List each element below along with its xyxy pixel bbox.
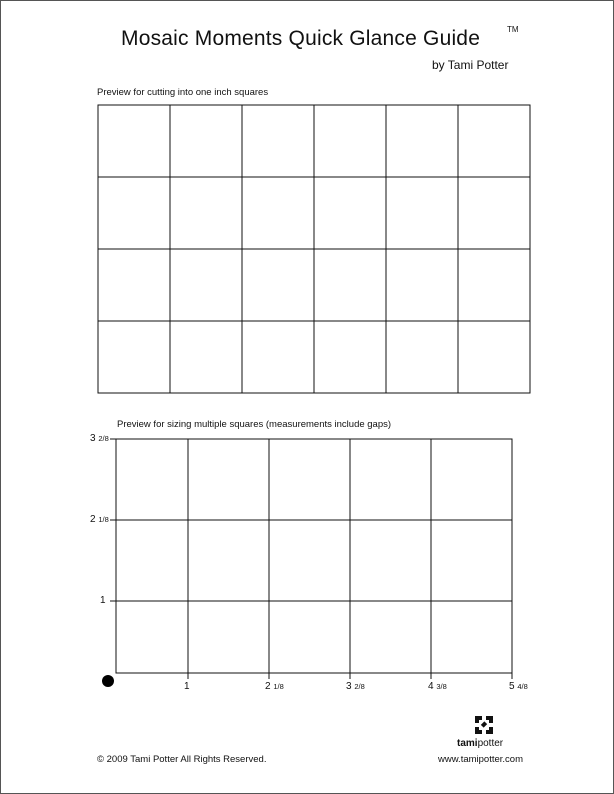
grids-svg: [1, 1, 613, 793]
y-tick-fraction: 1/8: [98, 515, 109, 524]
y-tick-whole: 2: [90, 514, 96, 525]
x-tick-fraction: 1/8: [273, 682, 284, 691]
tamipotter-logo-icon: [475, 716, 493, 734]
x-tick-whole: 2: [265, 681, 271, 692]
page-title: Mosaic Moments Quick Glance Guide: [121, 27, 481, 50]
section1-label: Preview for cutting into one inch squares: [97, 87, 269, 98]
website-link[interactable]: www.tamipotter.com: [438, 754, 523, 765]
y-tick-whole: 3: [90, 433, 96, 444]
copyright-text: 2009 Tami Potter All Rights Reserved.: [106, 754, 267, 765]
x-tick-whole: 3: [346, 681, 352, 692]
y-tick-label: [90, 514, 109, 525]
brand-name: [457, 738, 503, 749]
y-tick-label: [90, 433, 109, 444]
x-tick-whole: 1: [184, 681, 190, 692]
x-tick-label: [509, 681, 528, 692]
x-tick-fraction: 3/8: [436, 682, 447, 691]
x-tick-whole: 4: [428, 681, 434, 692]
sizing-grid: [110, 439, 512, 679]
y-tick-label: [100, 595, 106, 606]
x-tick-label: [428, 681, 447, 692]
x-tick-label: [265, 681, 284, 692]
x-tick-fraction: 2/8: [354, 682, 365, 691]
y-tick-whole: 1: [100, 595, 106, 606]
section2-label: Preview for sizing multiple squares (measurements include gaps): [117, 419, 392, 430]
origin-dot: [102, 675, 114, 687]
brand-regular: potter: [477, 738, 504, 749]
x-tick-label: [184, 681, 190, 692]
copyright: [97, 754, 266, 765]
byline: by Tami Potter: [432, 58, 509, 72]
x-tick-whole: 5: [509, 681, 515, 692]
y-tick-fraction: 2/8: [98, 434, 109, 443]
trademark-mark: TM: [507, 25, 519, 34]
one-inch-grid: [98, 105, 530, 393]
x-tick-label: [346, 681, 365, 692]
grid2-border: [116, 439, 512, 673]
brand-bold: tami: [457, 738, 478, 749]
copyright-icon: ©: [97, 754, 104, 765]
x-tick-fraction: 4/8: [517, 682, 528, 691]
